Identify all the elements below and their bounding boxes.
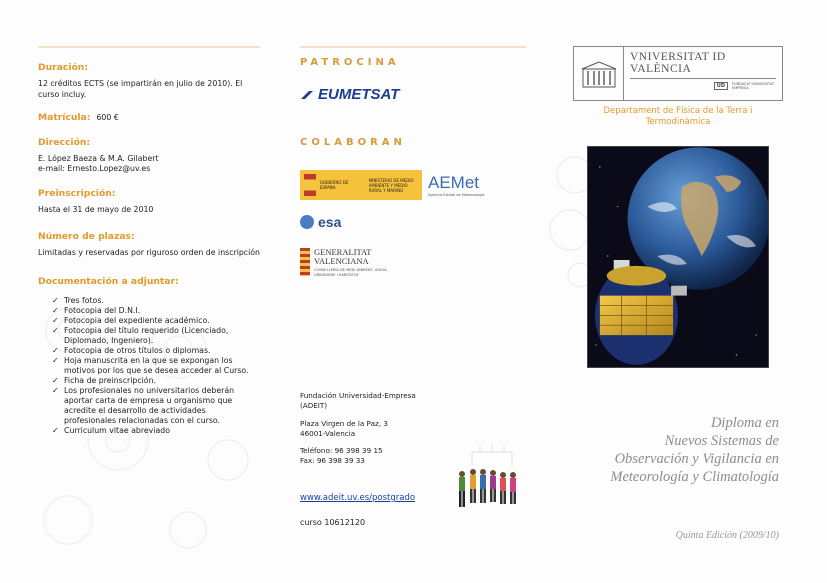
fundacio-badge: UD [714,82,728,90]
diploma-line: Observación y Vigilancia en [614,451,779,467]
edition-text: Quinta Edición (2009/10) [675,530,779,541]
preinscripcion-heading: Preinscripción: [38,187,116,199]
list-item: ✓ Fotocopia del título requerido (Licenciado, Diplomado, Ingeniero). [52,325,229,345]
checkmark-icon: ✓ [52,385,59,395]
checkmark-icon: ✓ [52,345,59,355]
matricula-heading: Matrícula: [38,112,91,123]
checkmark-icon: ✓ [52,315,59,325]
list-item: ✓ Curriculum vitae abreviado [52,425,170,435]
university-building-icon [574,47,624,100]
left-panel [38,46,260,436]
generalitat-logo [300,248,526,277]
esa-logo [300,214,526,230]
generalitat-line1: GENERALITAT [314,247,372,257]
generalitat-line2: VALENCIANA [314,256,369,266]
eumetsat-swoosh-icon [300,89,314,101]
esa-text: esa [318,214,342,230]
top-rule [38,46,260,48]
street: Plaza Virgen de la Paz, 3 [300,419,388,428]
fundacio-logo [630,82,776,90]
list-item: ✓ Fotocopia de otros títulos o diplomas. [52,345,211,355]
ministerio-text: MINISTERIO DE MEDIO AMBIENTE Y MEDIO RURAL Y MARINO [368,177,414,193]
checkmark-icon: ✓ [52,425,59,435]
adeit-link[interactable]: www.adeit.uv.es/postgrado [300,493,416,503]
fax: Fax: 96 398 39 33 [300,455,365,465]
preinscripcion-text: Hasta el 31 de mayo de 2010 [38,204,154,214]
patrocina-label: PATROCINA [300,57,400,68]
aemet-subtitle: Agencia Estatal de Meteorología [428,193,485,197]
generalitat-subtitle: CONSELLERIA DE MEDI AMBIENT, AIGUA, URBANISME I HABITATGE [314,268,388,277]
fundacio-text: FUNDACIÓ UNIVERSITAT EMPRESA [732,82,775,90]
list-item: ✓ Los profesionales no universitarios deberán aportar carta de empresa u organismo que acredite el desarrollo de actividades profesionales relacionadas con el curso. [52,385,235,425]
checkmark-icon: ✓ [52,305,59,315]
university-logo [573,46,783,101]
list-item: ✓ Hoja manuscrita en la que se expongan los motivos por los que se desea acceder al Curso. [52,355,249,375]
matricula-value: 600 € [96,113,119,122]
fundacion-name: Fundación Universidad-Empresa [300,391,416,400]
gobierno-text: GOBIERNO DE ESPAÑA [319,180,349,190]
esa-globe-icon [300,215,314,229]
direccion-email: e-mail: Ernesto.Lopez@uv.es [38,164,151,173]
department-line2: Termodinàmica [645,117,711,127]
middle-panel [300,46,526,566]
list-item: ✓ Ficha de preinscripción. [52,375,156,385]
checkmark-icon: ✓ [52,295,59,305]
course-code: curso 10612120 [300,518,366,527]
plazas-text: Limitadas y reservadas por riguroso orden de inscripción [38,248,260,257]
top-rule [300,46,526,48]
fundacion-block [300,391,416,410]
address-block [300,419,388,438]
eumetsat-logo [300,86,526,103]
city: 46001-Valencia [300,428,356,438]
diploma-line: Diploma en [710,415,779,431]
matricula-row [38,112,260,124]
people-illustration [452,444,524,516]
checkmark-icon: ✓ [52,375,59,385]
checkmark-icon: ✓ [52,355,59,365]
fundacion-abbr: (ADEIT) [300,400,328,410]
diploma-line: Nuevos Sistemas de [664,433,779,449]
university-name: VNIVERSITAT ID VALÈNCIA [630,51,776,79]
list-item: ✓ Fotocopia del D.N.I. [52,305,141,315]
checkmark-icon: ✓ [52,325,59,335]
eumetsat-text: EUMETSAT [318,86,400,103]
aemet-text: AEMet [428,173,480,192]
gobierno-logos [300,170,526,200]
department-line1: Departament de Física de la Terra i [603,106,753,116]
generalitat-emblem-icon [300,248,310,276]
contact-block [300,446,383,465]
diploma-title [573,414,779,486]
list-item: ✓ Fotocopia del expediente académico. [52,315,210,325]
diploma-line: Meteorología y Climatología [610,469,779,485]
colaboran-label: COLABORAN [300,137,406,148]
documentacion-heading: Documentación a adjuntar: [38,275,179,287]
list-item: ✓ Tres fotos. [52,295,104,305]
duracion-heading: Duración: [38,62,89,73]
satellite-earth-image [587,146,769,368]
phone: Teléfono: 96 398 39 15 [300,446,383,455]
duracion-text: 12 créditos ECTS (se impartirán en julio de 2010). El curso incluy. [38,79,243,99]
department-name [573,106,783,128]
direccion-heading: Dirección: [38,136,91,148]
spain-shield-icon [304,174,316,196]
plazas-heading: Número de plazas: [38,231,135,242]
documentacion-list [38,296,260,436]
aemet-logo [428,173,485,197]
right-panel [573,46,783,566]
direccion-names: E. López Baeza & M.A. Gilabert [38,153,159,163]
gobierno-espana-logo [300,170,422,200]
